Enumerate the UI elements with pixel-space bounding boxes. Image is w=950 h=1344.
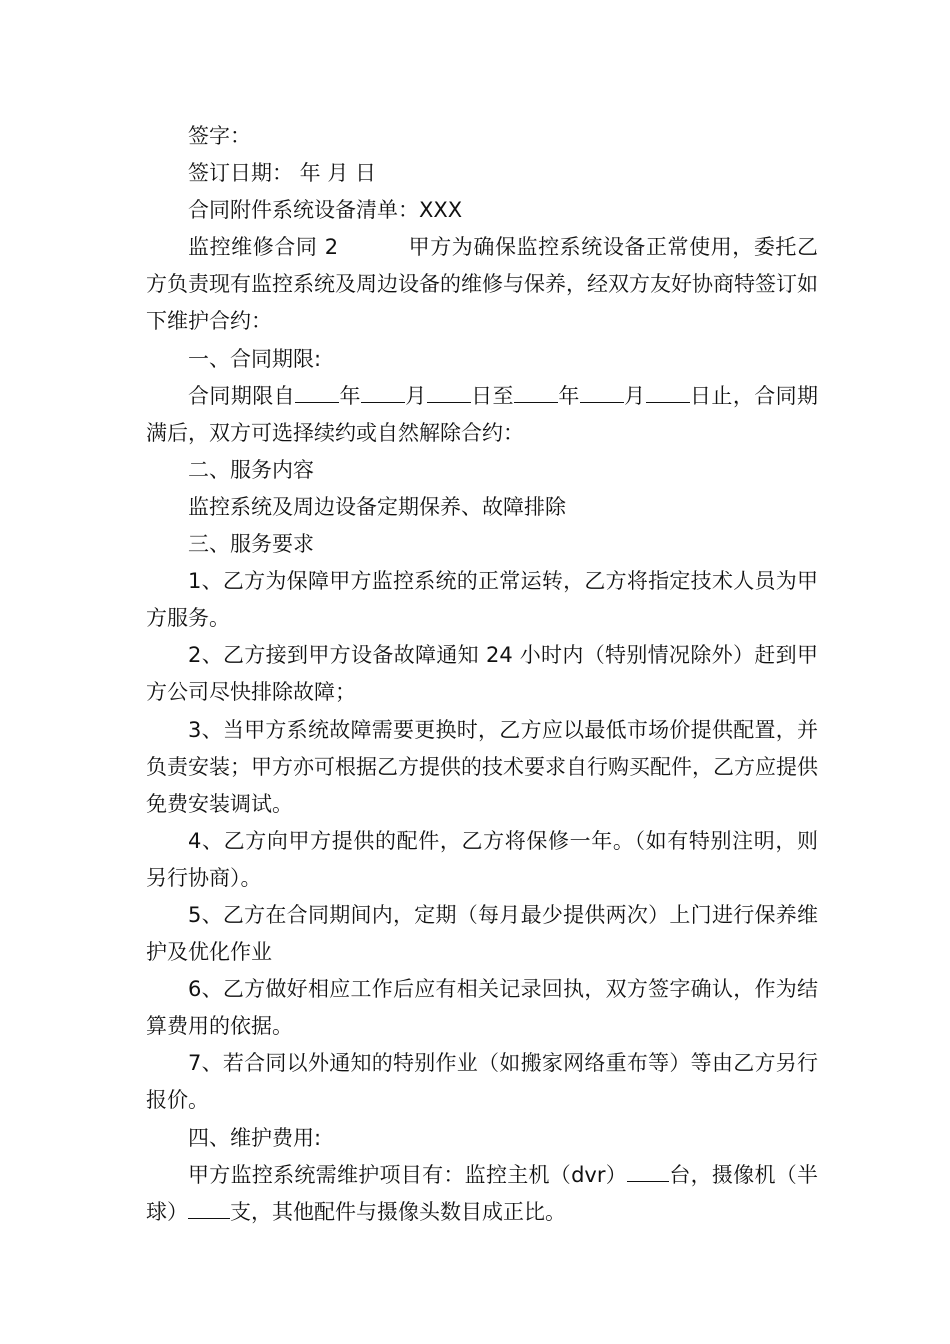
requirement-item: 6、乙方做好相应工作后应有相关记录回执，双方签字确认，作为结算费用的依据。 <box>146 977 818 1039</box>
contract-title: 监控维修合同 2 <box>188 235 339 260</box>
requirement-item: 2、乙方接到甲方设备故障通知 24 小时内（特别情况除外）赶到甲方公司尽快排除故障； <box>146 643 818 705</box>
blank-day-start <box>427 382 471 403</box>
contract-page <box>146 118 818 1231</box>
term-paragraph <box>146 378 818 452</box>
requirement-item: 4、乙方向甲方提供的配件，乙方将保修一年。（如有特别注明，则另行协商）。 <box>146 828 818 890</box>
requirement-item: 1、乙方为保障甲方监控系统的正常运转，乙方将指定技术人员为甲方服务。 <box>146 569 818 631</box>
section-1-heading: 一、合同期限: <box>188 346 322 371</box>
term-year-1: 年 <box>339 383 361 408</box>
section-2-heading: 二、服务内容 <box>188 457 314 482</box>
sign-date-line: 签订日期： 年 月 日 <box>188 161 377 186</box>
term-year-2: 年 <box>557 383 580 408</box>
signature-label: 签字： <box>188 124 251 148</box>
fee-lead: 甲方监控系统需维护项目有：监控主机（dvr） <box>188 1162 628 1187</box>
fee-unit-1: 台，摄像机（半球） <box>146 1162 819 1224</box>
contract-intro-paragraph <box>146 229 818 340</box>
section-2-content: 监控系统及周边设备定期保养、故障排除 <box>188 494 566 519</box>
term-lead: 合同期限自 <box>188 383 296 408</box>
requirement-item: 5、乙方在合同期间内，定期（每月最少提供两次）上门进行保养维护及优化作业 <box>146 902 818 965</box>
term-day-to: 日至 <box>470 383 514 408</box>
requirement-item: 3、当甲方系统故障需要更换时，乙方应以最低市场价提供配置，并负责安装；甲方亦可根据乙方提供的技术要求自行购买配件，乙方应提供免费安装调试。 <box>146 717 818 816</box>
contract-intro: 甲方为确保监控系统设备正常使用，委托乙方负责现有监控系统及周边设备的维修与保养，经双方友好协商特签订如下维护合约： <box>146 235 818 334</box>
requirement-item: 7、若合同以外通知的特别作业（如搬家网络重布等）等由乙方另行报价。 <box>146 1051 818 1113</box>
fee-paragraph <box>146 1157 818 1231</box>
section-4-heading: 四、维护费用: <box>188 1125 322 1150</box>
blank-year-end <box>514 382 558 403</box>
attachment-line: 合同附件系统设备清单：XXX <box>188 198 463 223</box>
section-3-heading: 三、服务要求 <box>188 532 314 557</box>
term-end: 日止，合同期满后，双方可选择续约或自然解除合约： <box>146 383 819 445</box>
blank-camera-count <box>188 1198 230 1219</box>
blank-day-end <box>646 382 690 403</box>
term-month-2: 月 <box>623 383 646 408</box>
blank-month-end <box>580 382 624 403</box>
term-month-1: 月 <box>404 383 427 408</box>
blank-year-start <box>295 382 339 403</box>
fee-unit-2: 支，其他配件与摄像头数目成正比。 <box>230 1199 566 1224</box>
blank-dvr-count <box>627 1161 669 1182</box>
blank-month-start <box>361 382 405 403</box>
